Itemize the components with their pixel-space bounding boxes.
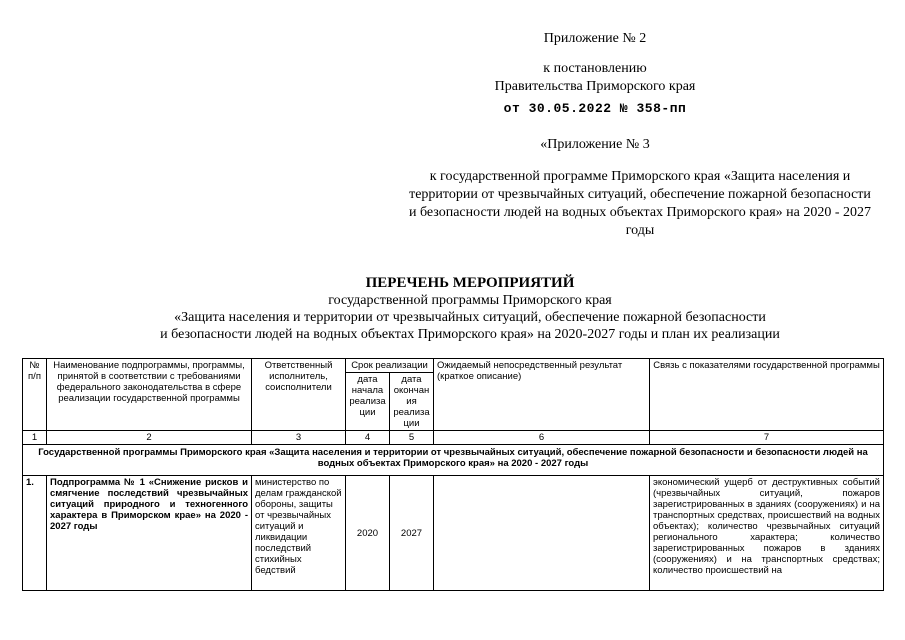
appendix-number: Приложение № 2 xyxy=(543,31,647,46)
header-num: № п/п xyxy=(23,359,47,431)
header-name: Наименование подпрограммы, программы, принятой в соответствии с требованиями федерального законодательства в сфере реализации государственной программы xyxy=(47,359,252,431)
program-reference: к государственной программе Приморского края «Защита населения и территории от чрезвычайных ситуаций, обеспечение пожарной безопасности и безопасности людей на водных объектах Приморского края» на 2020 - 2027 годы xyxy=(408,169,872,238)
col-number: 3 xyxy=(252,431,346,445)
col-number: 1 xyxy=(23,431,47,445)
document-title xyxy=(90,275,850,343)
title-line-3: и безопасности людей на водных объектах Приморского края» на 2020-2027 годы и план их реализации xyxy=(160,327,780,342)
title-main: ПЕРЕЧЕНЬ МЕРОПРИЯТИЙ xyxy=(365,275,575,291)
to-resolution: к постановлению xyxy=(543,61,647,76)
section-title: Государственной программы Приморского края «Защита населения и территории от чрезвычайных ситуаций, обеспечение пожарной безопасности и безопасности людей на водных объектах Приморского края» на 2020 - 2027 годы xyxy=(23,445,884,476)
col-number: 2 xyxy=(47,431,252,445)
row-result xyxy=(434,476,650,591)
header-link: Связь с показателями государственной программы xyxy=(650,359,884,431)
title-line-1: государственной программы Приморского края xyxy=(328,293,612,308)
row-link: экономический ущерб от деструктивных событий (чрезвычайных ситуаций, пожаров зарегистрированных в зданиях (сооружениях) и на транспортных средствах, происшествий на водных объектах); количество чрезвычайных ситуаций регионального характера; количество зарегистрированных пожаров в зданиях (сооружениях) и на транспортных средствах; количество происшествий на xyxy=(650,476,884,591)
row-start: 2020 xyxy=(346,476,390,591)
measures-table xyxy=(22,358,884,591)
header-period: Срок реализации xyxy=(346,359,434,373)
col-number: 5 xyxy=(390,431,434,445)
col-number: 7 xyxy=(650,431,884,445)
header-responsible: Ответственный исполнитель, соисполнители xyxy=(252,359,346,431)
row-num: 1. xyxy=(23,476,47,591)
title-line-2: «Защита населения и территории от чрезвычайных ситуаций, обеспечение пожарной безопасности xyxy=(174,310,766,325)
appendix-header xyxy=(440,30,750,154)
row-name: Подпрограмма № 1 «Снижение рисков и смягчение последствий чрезвычайных ситуаций природного и техногенного характера в Приморском крае» на 2020 - 2027 годы xyxy=(47,476,252,591)
resolution-stamp: от 30.05.2022 № 358-пп xyxy=(503,101,687,116)
table-row xyxy=(23,476,884,591)
row-end: 2027 xyxy=(390,476,434,591)
government-name: Правительства Приморского края xyxy=(494,79,696,94)
table-header-row xyxy=(23,359,884,373)
header-start: дата начала реализа ции xyxy=(346,373,390,431)
appendix-3: «Приложение № 3 xyxy=(540,137,650,152)
column-numbers-row xyxy=(23,431,884,445)
header-result: Ожидаемый непосредственный результат (краткое описание) xyxy=(434,359,650,431)
section-row xyxy=(23,445,884,476)
header-end: дата окончан ия реализа ции xyxy=(390,373,434,431)
row-responsible: министерство по делам гражданской обороны, защиты от чрезвычайных ситуаций и ликвидации последствий стихийных бедствий xyxy=(252,476,346,591)
col-number: 6 xyxy=(434,431,650,445)
col-number: 4 xyxy=(346,431,390,445)
